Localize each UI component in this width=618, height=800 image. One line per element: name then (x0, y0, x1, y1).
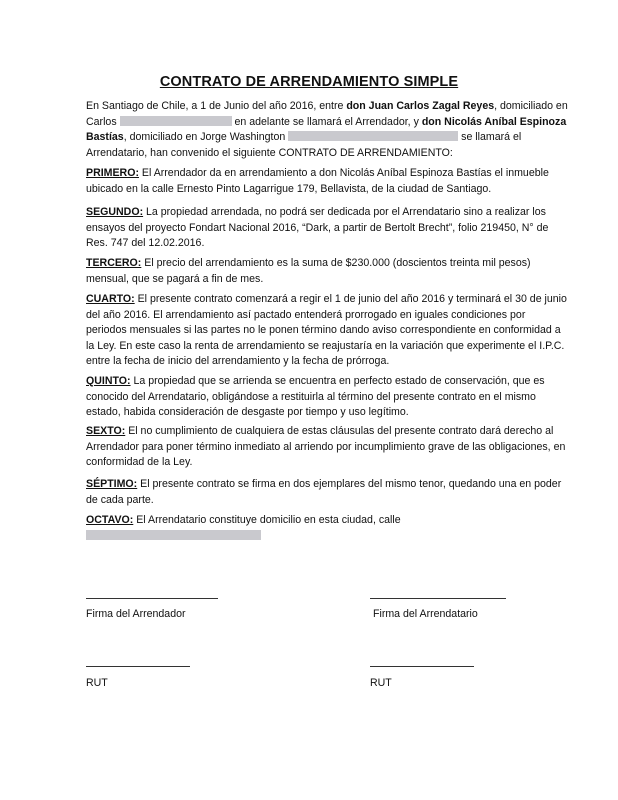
intro-text-4: , domiciliado en Jorge Washington (123, 131, 286, 144)
clause-text: El presente contrato comenzará a regir el 1 de junio del año 2016 y terminará el 30 de junio del año 2016. El arrendamiento así pactado entenderá prorrogado en iguales condiciones por periodos mensuales si las partes no le ponen término dando aviso correspondiente en conformidad a la Ley. En este caso la renta de arrendamiento se reajustaría en la variación que experimente el I.P.C. entre la fecha de inicio del arrendamiento y la fecha de prórroga. (86, 293, 567, 368)
clause-label: OCTAVO: (86, 514, 134, 526)
clause-text: La propiedad arrendada, no podrá ser dedicada por el Arrendatario sino a realizar los ensayos del proyecto Fondart Nacional 2016, “Dark, a partir de Bertolt Brecht”, folio 219450, N° de Res. 747 del 12.02.2016. (86, 206, 549, 250)
clause-octavo (86, 513, 568, 544)
signature-line-arrendatario (370, 598, 506, 599)
clause-tercero (86, 256, 568, 287)
clause-label: CUARTO: (86, 293, 135, 305)
clause-text: El Arrendatario constituye domicilio en esta ciudad, calle (133, 514, 401, 526)
signature-label-arrendatario: Firma del Arrendatario (373, 608, 478, 620)
redacted-domicile (86, 530, 261, 540)
clause-label: QUINTO: (86, 375, 131, 387)
arrendador-name: don Juan Carlos Zagal Reyes (346, 100, 495, 112)
rut-line-arrendatario (370, 666, 474, 667)
signature-label-arrendador: Firma del Arrendador (86, 608, 186, 620)
clause-label: TERCERO: (86, 257, 142, 269)
clause-text: La propiedad que se arrienda se encuentra en perfecto estado de conservación, que es conocido del Arrendatario, obligándose a restituirla al término del presente contrato en el mismo estado, habida consideración de desgaste por tiempo y uso legítimo. (86, 375, 545, 419)
intro-text-5: se llamará el Arrendatario, han convenido el siguiente CONTRATO DE ARRENDAMIENTO: (86, 131, 522, 159)
clause-segundo (86, 205, 568, 252)
document-title: CONTRATO DE ARRENDAMIENTO SIMPLE (159, 74, 459, 90)
clause-text: El presente contrato se firma en dos ejemplares del mismo tenor, quedando una en poder de cada parte. (86, 478, 562, 506)
clause-cuarto (86, 292, 568, 370)
intro-paragraph (86, 99, 568, 161)
rut-label-arrendatario: RUT (370, 677, 392, 689)
clause-label: SEGUNDO: (86, 206, 144, 218)
redacted-address-arrendatario (288, 131, 458, 141)
clause-text: El Arrendador da en arrendamiento a don Nicolás Aníbal Espinoza Bastías el inmueble ubicado en la calle Ernesto Pinto Lagarrigue 179, Bellavista, de la ciudad de Santiago. (86, 167, 549, 195)
clause-sexto (86, 424, 568, 471)
clause-text: El no cumplimiento de cualquiera de estas cláusulas del presente contrato dará derecho al Arrendador para poner término inmediato al arriendo por incumplimiento grave de las obligaciones, en conformidad de la Ley. (86, 425, 566, 469)
intro-text-3: en adelante se llamará el Arrendador, y (234, 115, 422, 128)
arrendatario-name: don Nicolás Aníbal Espinoza Bastías (86, 115, 567, 144)
clause-label: SÉPTIMO: (86, 478, 138, 490)
clause-septimo (86, 477, 568, 508)
signature-line-arrendador (86, 598, 218, 599)
clause-label: SEXTO: (86, 425, 126, 437)
redacted-address-arrendador (120, 116, 232, 126)
clause-quinto (86, 374, 568, 421)
intro-text-2: , domiciliado en Carlos (86, 100, 568, 128)
clause-primero (86, 166, 568, 197)
clause-text: El precio del arrendamiento es la suma de $230.000 (doscientos treinta mil pesos) mensual, que se pagará a fin de mes. (86, 257, 531, 285)
clause-label: PRIMERO: (86, 167, 139, 179)
intro-text-1: En Santiago de Chile, a 1 de Junio del año 2016, entre (86, 100, 347, 112)
rut-line-arrendador (86, 666, 190, 667)
rut-label-arrendador: RUT (86, 677, 108, 689)
